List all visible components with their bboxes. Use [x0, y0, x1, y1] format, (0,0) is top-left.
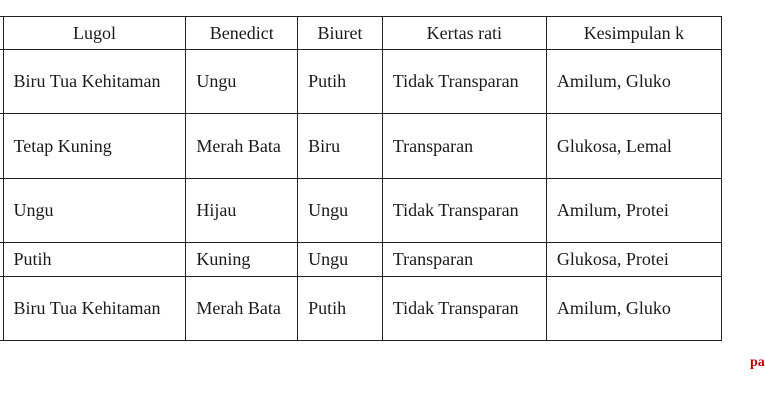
table-cell: Putih	[298, 277, 383, 341]
table-row	[0, 114, 722, 179]
table-cell: Ungu	[298, 243, 383, 277]
table-row	[0, 277, 722, 341]
header-cell: Lugol	[3, 17, 186, 50]
table-cell: Hijau	[186, 179, 298, 243]
table-cell: Putih	[298, 50, 383, 114]
table-row	[0, 50, 722, 114]
table-cell: Tidak Transparan	[382, 179, 546, 243]
table-cell: Tidak Transparan	[382, 277, 546, 341]
food-test-results-table	[0, 16, 722, 341]
header-cell: Kertas rati	[382, 17, 546, 50]
table-cell: Tetap Kuning	[3, 114, 186, 179]
table-cell: Glukosa, Protei	[546, 243, 721, 277]
table-cell: Transparan	[382, 114, 546, 179]
table-cell: Tidak Transparan	[382, 50, 546, 114]
table-cell: Ungu	[298, 179, 383, 243]
watermark-text: pa	[750, 355, 765, 370]
table-cell: Biru Tua Kehitaman	[3, 277, 186, 341]
table-cell: Glukosa, Lemal	[546, 114, 721, 179]
header-cell: Biuret	[298, 17, 383, 50]
table-row	[0, 179, 722, 243]
header-cell: Kesimpulan k	[546, 17, 721, 50]
table-cell: Ungu	[3, 179, 186, 243]
table-cell: Ungu	[186, 50, 298, 114]
table-cell: Amilum, Protei	[546, 179, 721, 243]
table-cell: Biru	[298, 114, 383, 179]
table-cell: Merah Bata	[186, 277, 298, 341]
header-cell: Benedict	[186, 17, 298, 50]
table-cell: Merah Bata	[186, 114, 298, 179]
table-row	[0, 243, 722, 277]
table-cell: Putih	[3, 243, 186, 277]
table-cell: Biru Tua Kehitaman	[3, 50, 186, 114]
table-header-row	[0, 17, 722, 50]
table-cell: Transparan	[382, 243, 546, 277]
table-cell: Amilum, Gluko	[546, 50, 721, 114]
table-cell: Amilum, Gluko	[546, 277, 721, 341]
table-cell: Kuning	[186, 243, 298, 277]
